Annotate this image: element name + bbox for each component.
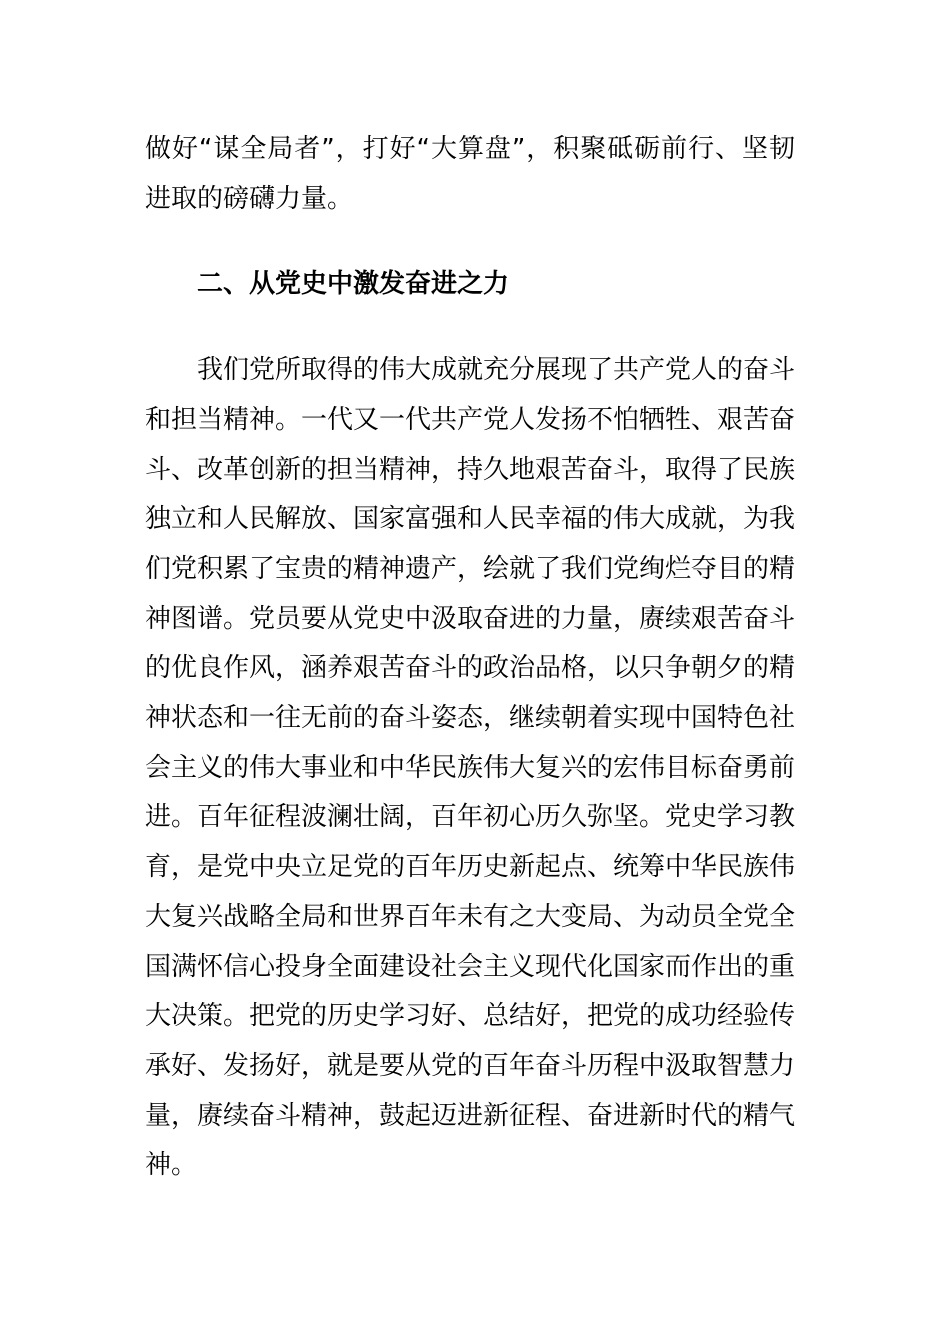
section-heading: 二、从党史中激发奋进之力 xyxy=(197,269,510,300)
paragraph-gap xyxy=(145,310,795,346)
continued-paragraph: 做好“谋全局者”，打好“大算盘”，积聚砥砺前行、坚韧进取的磅礴力量。 xyxy=(145,134,795,214)
document-body xyxy=(145,125,795,1191)
main-paragraph: 我们党所取得的伟大成就充分展现了共产党人的奋斗和担当精神。一代又一代共产党人发扬不怕牺牲、艰苦奋斗、改革创新的担当精神，持久地艰苦奋斗，取得了民族独立和人民解放、国家富强和人民幸福的伟大成就，为我们党积累了宝贵的精神遗产，绘就了我们党绚烂夺目的精神图谱。党员要从党史中汲取奋进的力量，赓续艰苦奋斗的优良作风，涵养艰苦奋斗的政治品格，以只争朝夕的精神状态和一往无前的奋斗姿态，继续朝着实现中国特色社会主义的伟大事业和中华民族伟大复兴的宏伟目标奋勇前进。百年征程波澜壮阔，百年初心历久弥坚。党史学习教育，是党中央立足党的百年历史新起点、统筹中华民族伟大复兴战略全局和世界百年未有之大变局、为动员全党全国满怀信心投身全面建设社会主义现代化国家而作出的重大决策。把党的历史学习好、总结好，把党的成功经验传承好、发扬好，就是要从党的百年奋斗历程中汲取智慧力量，赓续奋斗精神，鼓起迈进新征程、奋进新时代的精气神。 xyxy=(145,355,796,1181)
paragraph-gap xyxy=(145,224,795,260)
